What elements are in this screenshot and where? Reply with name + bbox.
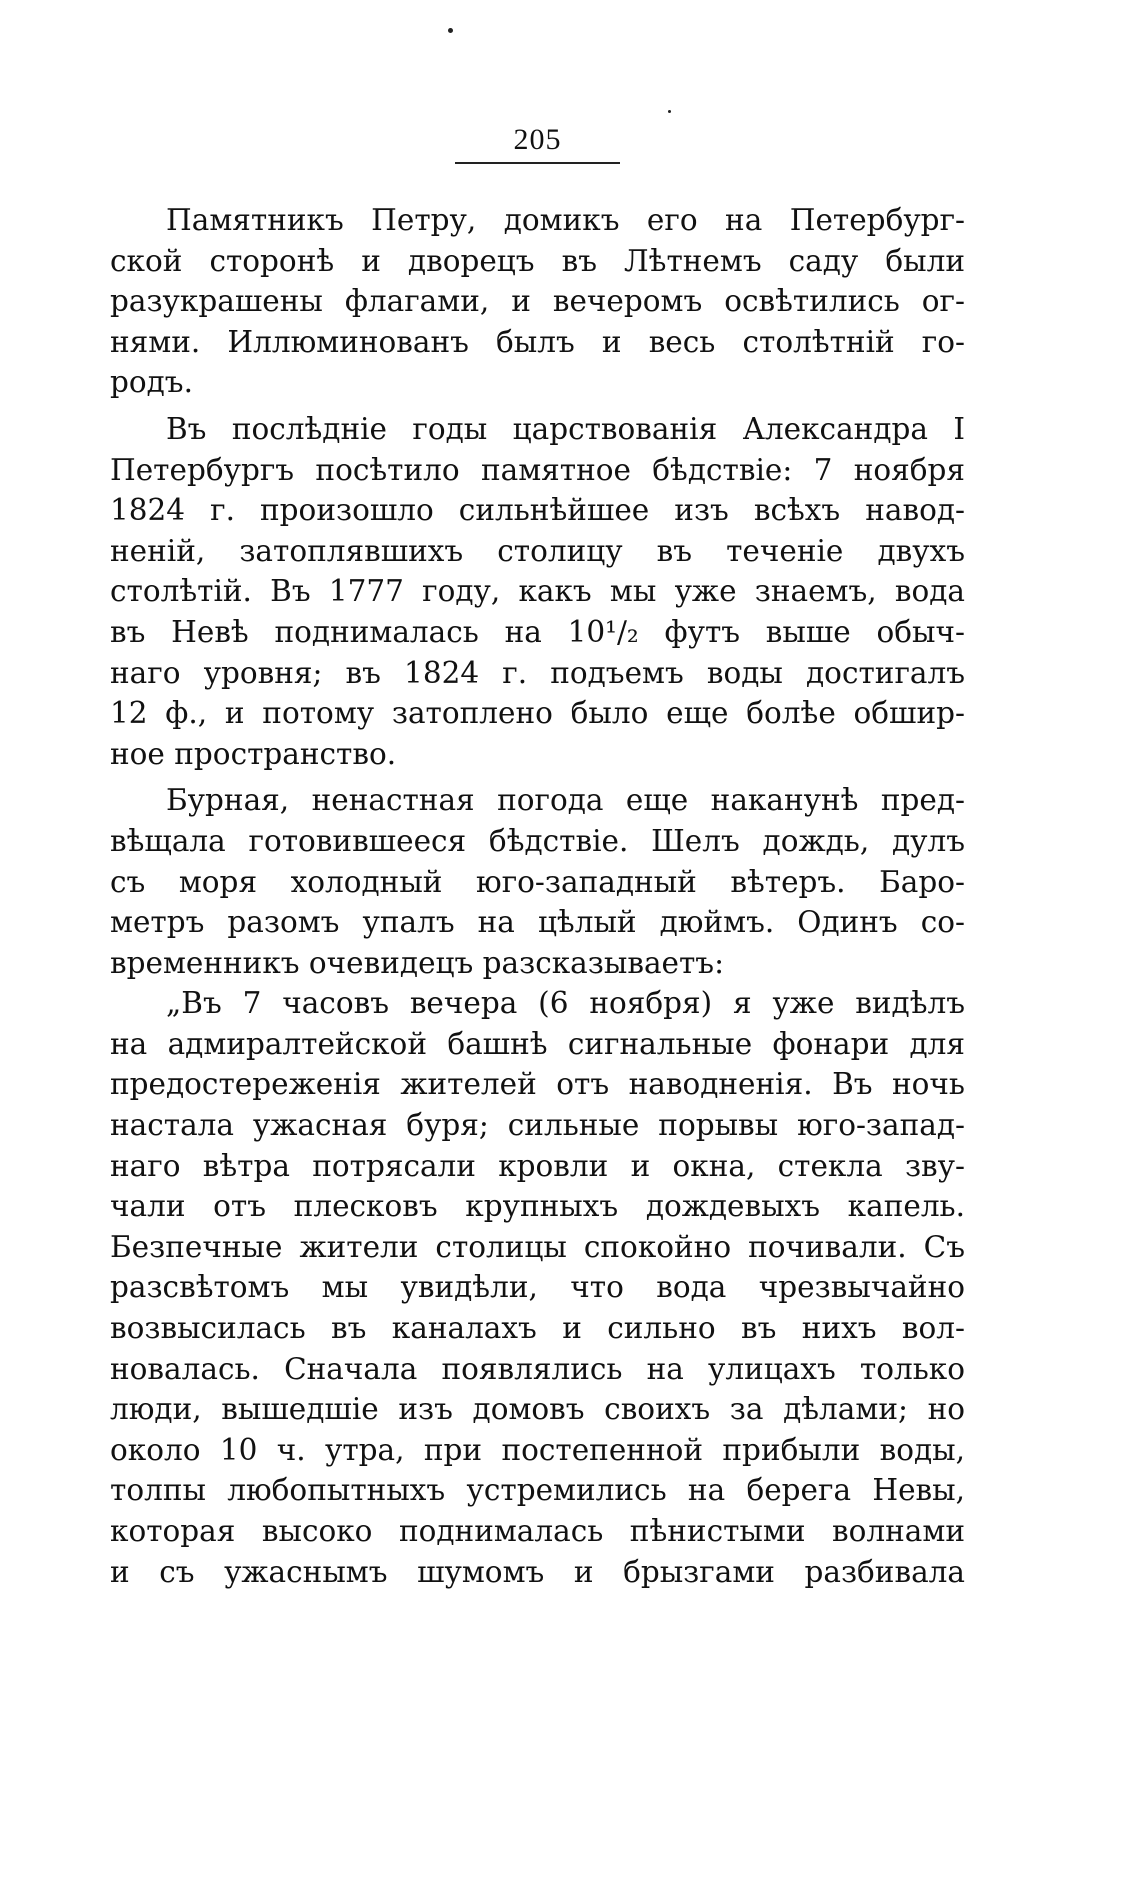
paragraph [110, 780, 965, 983]
text-line: Петербургъ посѣтило памятное бѣдствіе: 7 ноября [110, 452, 965, 487]
header-rule [455, 162, 620, 164]
paragraph [110, 200, 965, 403]
text-line: разсвѣтомъ мы увидѣли, что вода чрезвычайно [110, 1270, 965, 1305]
text-line: около 10 ч. утра, при постепенной прибыли воды, [110, 1432, 965, 1467]
text-line: съ моря холодный юго-западный вѣтеръ. Баро- [110, 864, 965, 899]
paragraph [110, 409, 965, 774]
text-line: ской сторонѣ и дворецъ въ Лѣтнемъ саду были [110, 243, 965, 278]
text-line: наго уровня; въ 1824 г. подъемъ воды достигалъ [110, 655, 965, 690]
text-line: чали отъ плесковъ крупныхъ дождевыхъ капель. [110, 1189, 965, 1224]
text-line: неній, затоплявшихъ столицу въ теченіе двухъ [110, 533, 965, 568]
page-header [455, 122, 620, 164]
text-line: возвысилась въ каналахъ и сильно въ нихъ вол- [110, 1311, 965, 1346]
text-line: Безпечные жители столицы спокойно почивали. Съ [110, 1229, 965, 1264]
text-line: временникъ очевидецъ разсказываетъ: [110, 945, 725, 980]
text-line: вѣщала готовившееся бѣдствіе. Шелъ дождь, дулъ [110, 823, 965, 858]
text-line: 12 ф., и потому затоплено было еще болѣе обшир- [110, 696, 965, 731]
text-line: толпы любопытныхъ устремились на берега Невы, [110, 1473, 965, 1508]
text-line: разукрашены флагами, и вечеромъ освѣтились ог- [110, 284, 965, 319]
scan-speck [668, 110, 671, 113]
text-line: новалась. Сначала появлялись на улицахъ только [110, 1351, 965, 1386]
page-number: 205 [513, 123, 562, 156]
scan-speck [448, 28, 453, 33]
text-line: метръ разомъ упалъ на цѣлый дюймъ. Одинъ со- [110, 905, 965, 940]
text-line: нями. Иллюминованъ былъ и весь столѣтній го- [110, 324, 965, 359]
text-line: столѣтій. Въ 1777 году, какъ мы уже знаемъ, вода [110, 574, 965, 609]
paragraph [110, 983, 965, 1592]
text-line: которая высоко поднималась пѣнистыми волнами [110, 1514, 965, 1548]
text-line: наго вѣтра потрясали кровли и окна, стекла зву- [110, 1148, 965, 1183]
text-line: люди, вышедшіе изъ домовъ своихъ за дѣлами; но [110, 1392, 965, 1427]
text-line: въ Невѣ поднималась на 10¹/₂ футъ выше обыч- [110, 614, 965, 649]
body-text [110, 200, 965, 1592]
text-line: Бурная, ненастная погода еще наканунѣ пред- [166, 783, 965, 818]
text-line: Памятникъ Петру, домикъ его на Петербург- [166, 203, 965, 237]
text-line: ное пространство. [110, 736, 397, 771]
text-line: родъ. [110, 365, 193, 400]
text-line: настала ужасная буря; сильные порывы юго-запад- [110, 1108, 965, 1143]
text-line: Въ послѣдніе годы царствованія Александра I [166, 411, 965, 446]
text-line: „Въ 7 часовъ вечера (6 ноября) я уже видѣлъ [166, 986, 965, 1021]
text-line: на адмиралтейской башнѣ сигнальные фонари для [110, 1026, 965, 1061]
text-line: предостереженія жителей отъ наводненія. Въ ночь [110, 1067, 965, 1102]
text-line: 1824 г. произошло сильнѣйшее изъ всѣхъ навод- [110, 493, 965, 528]
text-line: и съ ужаснымъ шумомъ и брызгами разбивала [110, 1554, 965, 1589]
